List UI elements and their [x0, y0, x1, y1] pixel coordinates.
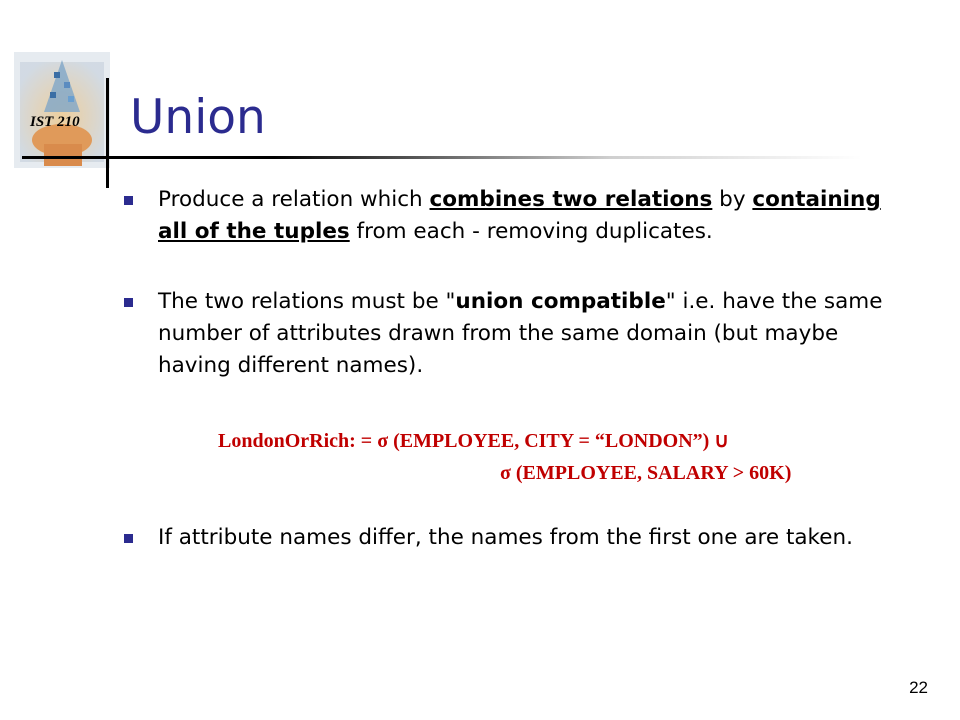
formula-line-1: LondonOrRich: = σ (EMPLOYEE, CITY = “LONDON”) ∪: [218, 430, 729, 452]
course-logo: [14, 52, 110, 168]
formula-line-2: σ (EMPLOYEE, SALARY > 60K): [500, 462, 792, 484]
bullet-item: [124, 522, 884, 554]
bullet-text: The two relations must be "union compatible" i.e. have the same number of attributes drawn from the same domain (but maybe having different names).: [158, 289, 883, 378]
bullet-text: Produce a relation which combines two relations by containing all of the tuples from each - removing duplicates.: [158, 187, 881, 244]
bullet-square-icon: [124, 534, 133, 543]
bullet-item: [124, 184, 884, 248]
title-horizontal-rule: [22, 156, 862, 159]
bullet-item: [124, 286, 884, 382]
title-vertical-rule: [106, 78, 109, 188]
bullet-square-icon: [124, 196, 133, 205]
logo-label: IST 210: [30, 114, 80, 130]
bullet-text: If attribute names differ, the names from the first one are taken.: [158, 525, 853, 550]
bullet-square-icon: [124, 298, 133, 307]
slide-title: Union: [130, 90, 266, 145]
page-number: 22: [909, 678, 928, 697]
